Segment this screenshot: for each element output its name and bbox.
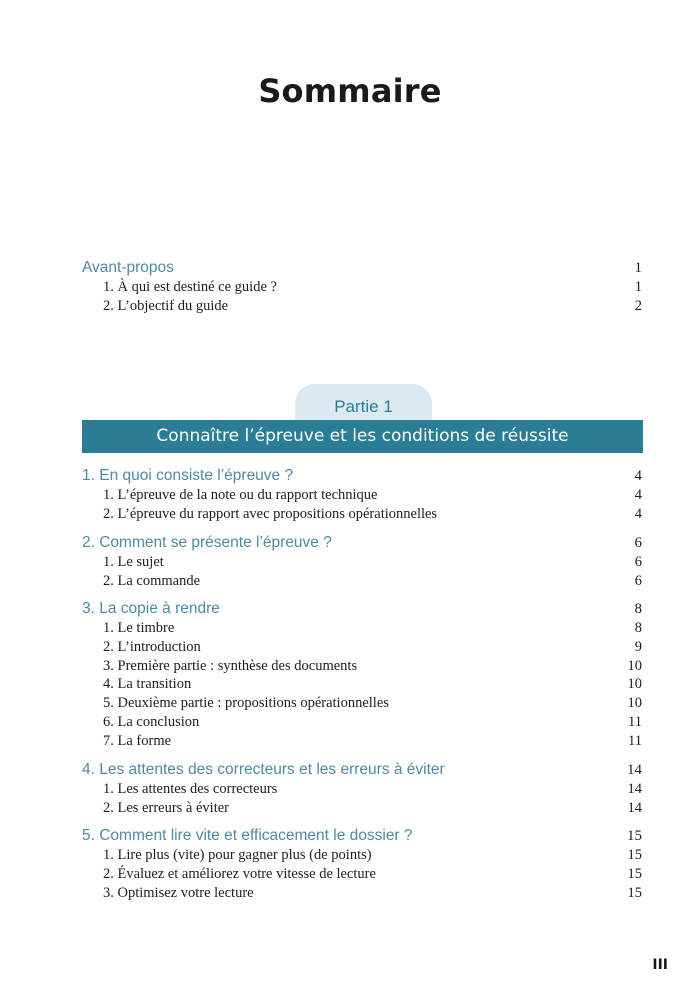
toc-item-label: 3. Première partie : synthèse des documents <box>103 657 358 674</box>
toc-item[interactable] <box>82 638 642 657</box>
toc-item-label: 4. La transition <box>103 676 192 693</box>
toc-item-label: 2. L’introduction <box>103 638 201 655</box>
toc-page-number: 10 <box>627 676 642 693</box>
toc-item[interactable] <box>82 572 642 591</box>
toc-item[interactable] <box>82 732 642 751</box>
toc-heading[interactable] <box>82 466 642 486</box>
toc-item[interactable] <box>82 780 642 799</box>
toc-page-number: 14 <box>627 799 642 816</box>
toc-item-label: 1. Le sujet <box>103 554 164 570</box>
toc-item-label: 2. Évaluez et améliorez votre vitesse de lecture <box>103 865 376 882</box>
toc-item[interactable] <box>82 486 642 505</box>
toc-item-label: 2. La commande <box>103 572 201 589</box>
toc-page-number: 11 <box>628 713 642 730</box>
toc-section-5 <box>82 826 642 902</box>
toc-heading[interactable] <box>82 760 642 780</box>
toc-heading-label: 3. La copie à rendre <box>82 600 220 617</box>
toc-heading[interactable] <box>82 258 642 278</box>
toc-item-label: 6. La conclusion <box>103 713 200 730</box>
toc-item-label: 5. Deuxième partie : propositions opérationnelles <box>103 695 389 712</box>
toc-item[interactable] <box>82 694 642 713</box>
toc-heading-label: 5. Comment lire vite et efficacement le dossier ? <box>82 827 413 844</box>
toc-item-label: 1. Les attentes des correcteurs <box>103 781 278 797</box>
toc-item-label: 2. L’épreuve du rapport avec propositions opérationnelles <box>103 505 438 522</box>
toc-page-number: 1 <box>634 260 642 276</box>
toc-item[interactable] <box>82 619 642 638</box>
toc-item[interactable] <box>82 657 642 676</box>
toc-item-label: 2. L’objectif du guide <box>103 297 229 314</box>
toc-item[interactable] <box>82 884 642 903</box>
toc-page-number: 6 <box>634 535 642 551</box>
toc-page-number: 14 <box>627 762 642 778</box>
toc-item[interactable] <box>82 846 642 865</box>
toc-item[interactable] <box>82 297 642 316</box>
toc-item-label: 7. La forme <box>103 732 172 749</box>
toc-item[interactable] <box>82 675 642 694</box>
toc-item[interactable] <box>82 278 642 297</box>
toc-page-number: 1 <box>634 279 642 295</box>
toc-heading[interactable] <box>82 533 642 553</box>
toc-page-number: 10 <box>627 657 642 674</box>
toc-section-3 <box>82 599 642 751</box>
toc-heading-label: 1. En quoi consiste l’épreuve ? <box>82 467 294 484</box>
toc-item[interactable] <box>82 553 642 572</box>
toc-heading[interactable] <box>82 826 642 846</box>
toc-section-avant-propos <box>82 258 642 316</box>
toc-item-label: 1. À qui est destiné ce guide ? <box>103 279 277 295</box>
part-tab: Partie 1 <box>295 384 432 420</box>
toc-section-1 <box>82 466 642 524</box>
toc-heading[interactable] <box>82 599 642 619</box>
toc-item[interactable] <box>82 865 642 884</box>
page-title: Sommaire <box>258 72 442 110</box>
toc-page-number: 6 <box>634 572 642 589</box>
toc-page-number: 4 <box>634 468 642 484</box>
toc-item-label: 1. Lire plus (vite) pour gagner plus (de points) <box>103 847 372 863</box>
toc-item-label: 3. Optimisez votre lecture <box>103 884 254 901</box>
toc-page-number: 15 <box>627 865 642 882</box>
toc-page-number: 8 <box>634 601 642 617</box>
toc-page-number: 4 <box>634 505 642 522</box>
toc-section-2 <box>82 533 642 591</box>
part-title-band: Connaître l’épreuve et les conditions de réussite <box>82 420 643 453</box>
toc-item[interactable] <box>82 713 642 732</box>
toc-page-number: 11 <box>628 732 642 749</box>
toc-page-number: 4 <box>634 487 642 503</box>
toc-heading-label: 4. Les attentes des correcteurs et les erreurs à éviter <box>82 761 445 778</box>
toc-page-number: 15 <box>627 828 642 844</box>
toc-page-number: 14 <box>627 781 642 797</box>
toc-item-label: 2. Les erreurs à éviter <box>103 799 230 816</box>
toc-item[interactable] <box>82 799 642 818</box>
toc-item-label: 1. Le timbre <box>103 620 175 636</box>
toc-page-number: 15 <box>627 847 642 863</box>
page-footer-number: III <box>652 957 668 973</box>
toc-section-4 <box>82 760 642 818</box>
toc-heading-label: 2. Comment se présente l’épreuve ? <box>82 534 332 551</box>
toc-page-number: 9 <box>634 638 642 655</box>
toc-heading-label: Avant-propos <box>82 259 174 276</box>
toc-item-label: 1. L’épreuve de la note ou du rapport technique <box>103 487 378 503</box>
toc-page-number: 10 <box>627 695 642 712</box>
toc-page-number: 15 <box>627 884 642 901</box>
toc-page-number: 8 <box>634 620 642 636</box>
toc-page-number: 2 <box>634 297 642 314</box>
toc-page-number: 6 <box>634 554 642 570</box>
toc-item[interactable] <box>82 505 642 524</box>
